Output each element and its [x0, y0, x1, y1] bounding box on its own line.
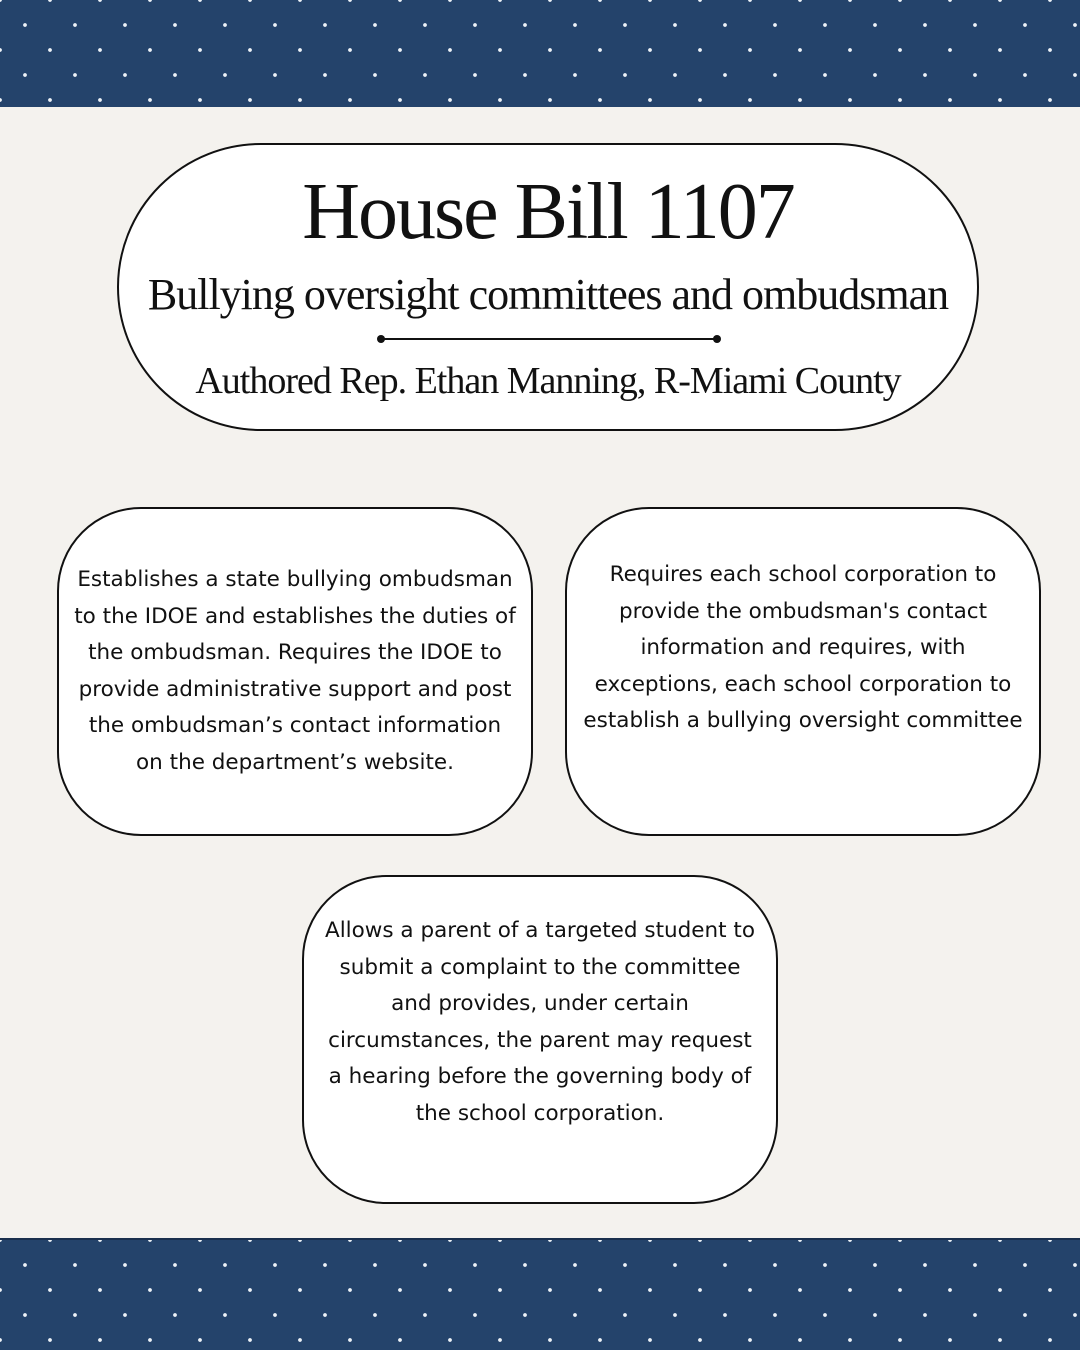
divider-dot-right	[713, 335, 721, 343]
info-card-parent-complaint	[302, 875, 778, 1204]
bottom-dotted-banner	[0, 1238, 1080, 1350]
info-card-ombudsman	[57, 507, 533, 836]
info-card-text: Establishes a state bullying ombudsman to the IDOE and establishes the duties of the ombudsman. Requires the IDOE to provide administrative support and post the ombudsman’s contact information on the department’s website.	[74, 567, 516, 775]
bill-subtitle: Bullying oversight committees and ombudsman	[147, 270, 949, 319]
info-card-text: Requires each school corporation to provide the ombudsman's contact information and requires, with exceptions, each school corporation to establish a bullying oversight committee	[583, 562, 1023, 734]
title-divider	[381, 338, 717, 340]
title-card	[117, 143, 979, 431]
top-dotted-banner	[0, 0, 1080, 107]
info-card-text: Allows a parent of a targeted student to submit a complaint to the committee and provides, under certain circumstances, the parent may request a hearing before the governing body of the school corporation.	[325, 918, 755, 1126]
info-card-school-corporation	[565, 507, 1041, 836]
bill-author: Authored Rep. Ethan Manning, R-Miami County	[195, 360, 901, 402]
bill-title: House Bill 1107	[302, 168, 794, 256]
divider-dot-left	[377, 335, 385, 343]
